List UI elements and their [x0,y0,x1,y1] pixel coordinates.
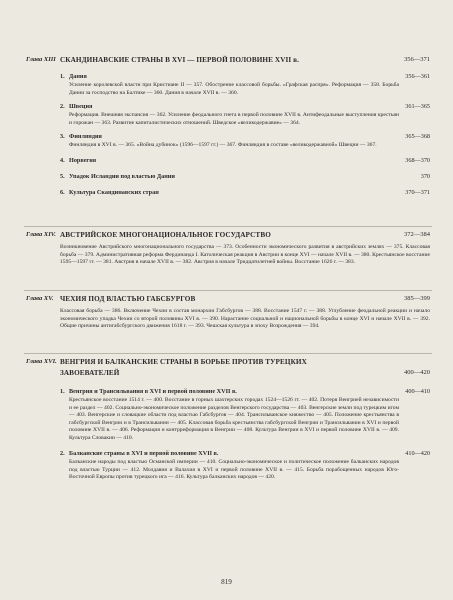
chapter-summary: Классовая борьба — 386. Включение Чехии в состав монархии Габсбургов — 388. Восстание 1547 г. — 388. Углубление феодальной реакции и начало экономического упадка Чехии со второй половины XVI в. — 390. Нарастание социальной и национальной борьбы в конце XVI и начале XVII в. — 392. Общие причины антигабсбургского движения 1618 г. — 393. Чешская культура в эпоху Возрождения — 394. [60,308,430,329]
divider [24,226,432,227]
chapter-label: Глава XVI. [26,358,57,365]
section-pages: 400—410 [405,388,430,395]
chapter-label: Глава XV. [26,295,54,302]
section-2 [60,450,430,482]
chapter-15 [26,295,430,331]
chapter-label: Глава XIII [26,56,56,63]
chapter-summary: Возникновение Австрийского многонационального государства — 373. Особенности экономического развития в австрийских землях — 375. Классовая борьба — 379. Административная реформа Фердинанда I. Католическая реакция в Австрии в конце XVI — начале XVII в. — 380. Крестьянское восстание 1595—1597 гг. — 381. Австрия в начале XVII в. — 382. Австрия в начале Тридцатилетней войны. Восстание 1626 г. — 383. [60,244,430,265]
section-body: Крестьянское восстание 1514 г. — 400. Восстание в горных шахтерских городах 1524—1526 гг. — 402. Потеря Венгрией независимости и ее раздел — 402. Социально-экономическое положение разделов Венгерского государства — 403. Венгерские земли под турецким игом — 403. Венгерские и словацкие области под властью Габсбургов — 404. Трансильванское княжество — 405. Положение крестьянства в габсбургской Венгрии и в Трансильвании — 405. Классовая борьба крестьянства габсбургской Венгрии и Трансильвании в XVI и первой половине XVII в. — 406. Реформация и контрреформация в Венгрии — 408. Культура Венгрии в XVI и первой половине XVII в. — 409. Культура Словакии — 410. [69,397,399,441]
section-title: Швеция [69,103,93,110]
section-6 [60,189,430,198]
chapter-title-continued: ЗАВОЕВАТЕЛЕЙ [60,369,120,377]
section-5 [60,173,430,182]
chapter-title: ВЕНГРИЯ И БАЛКАНСКИЕ СТРАНЫ В БОРЬБЕ ПРОТИВ ТУРЕЦКИХ [60,358,307,366]
section-3 [60,133,430,150]
section-2 [60,103,430,127]
chapter-title: ЧЕХИЯ ПОД ВЛАСТЬЮ ГАБСБУРГОВ [60,295,196,303]
section-4 [60,157,430,166]
section-pages: 410—420 [405,450,430,457]
chapter-14 [26,231,430,267]
chapter-pages: 400—420 [404,369,430,376]
section-number: 1. [60,388,65,395]
section-body: Балканские народы под властью Османской империи — 410. Социально-экономическое и политическое положение балканских народов под властью Турции — 412. Молдавия и Валахия в XVI и первой половине XVII в. — 415. Борьба порабощенных народов Юго-Восточной Европы против турецкого ига — 416. Культура балканских народов — 420. [69,459,399,480]
section-1 [60,388,430,442]
section-pages: 370—371 [405,188,430,196]
section-title: Венгрия и Трансильвания в XVI и первой половине XVII в. [69,388,237,395]
section-title: Культура Скандинавских стран [69,188,159,196]
chapter-label: Глава XIV. [26,231,56,238]
section-pages: 368—370 [405,156,430,164]
section-number: 3. [60,133,65,140]
chapter-13 [26,56,430,198]
section-number: 6. [60,188,65,196]
chapter-pages: 372—384 [404,231,430,238]
divider [24,290,432,291]
section-number: 5. [60,172,65,180]
section-1 [60,73,430,97]
chapter-header [26,56,430,67]
chapter-title: АВСТРИЙСКОЕ МНОГОНАЦИОНАЛЬНОЕ ГОСУДАРСТВО [60,231,271,239]
section-body: Усиление королевской власти при Кристиане II — 357. Обострение классовой борьбы. «Графская распря». Реформация — 358. Борьба Дании за господство на Балтике — 360. Дания в начале XVII в. — 360. [69,82,399,96]
section-body: Финляндия в XVI в. — 365. «Война дубинок» (1596—1597 гг.) — 367. Финляндия в составе «великодержавной» Швеции — 367. [69,142,377,148]
chapter-header [26,358,430,369]
section-number: 4. [60,156,65,164]
section-title: Балканские страны в XVI и первой половине XVII в. [69,450,219,457]
chapter-16 [26,358,430,482]
section-number: 1. [60,73,65,80]
chapter-header-line2 [26,369,430,380]
section-number: 2. [60,103,65,110]
chapter-pages: 385—399 [404,295,430,302]
section-pages: 370 [420,172,430,180]
chapter-pages: 356—371 [404,56,430,63]
section-pages: 361—365 [405,103,430,110]
section-title: Дания [69,73,87,80]
divider [24,353,432,354]
chapter-title: СКАНДИНАВСКИЕ СТРАНЫ В XVI — ПЕРВОЙ ПОЛОВИНЕ XVII в. [60,56,300,64]
section-body: Реформация. Внешняя экспансия — 362. Усиление феодального гнета в первой половине XVII в. Антифеодальные выступления крестьян и горожан — 363. Развитие капиталистических отношений. Шведское «великодержавие» — 364. [69,112,399,126]
section-title: Норвегия [69,156,97,164]
section-number: 2. [60,450,65,457]
section-title: Упадок Исландии под властью Дании [69,172,175,180]
chapter-header [26,231,430,242]
section-pages: 365—368 [405,133,430,140]
page-number: 819 [221,578,232,586]
chapter-header [26,295,430,306]
section-title: Финляндия [69,133,102,140]
section-pages: 356—361 [405,73,430,80]
